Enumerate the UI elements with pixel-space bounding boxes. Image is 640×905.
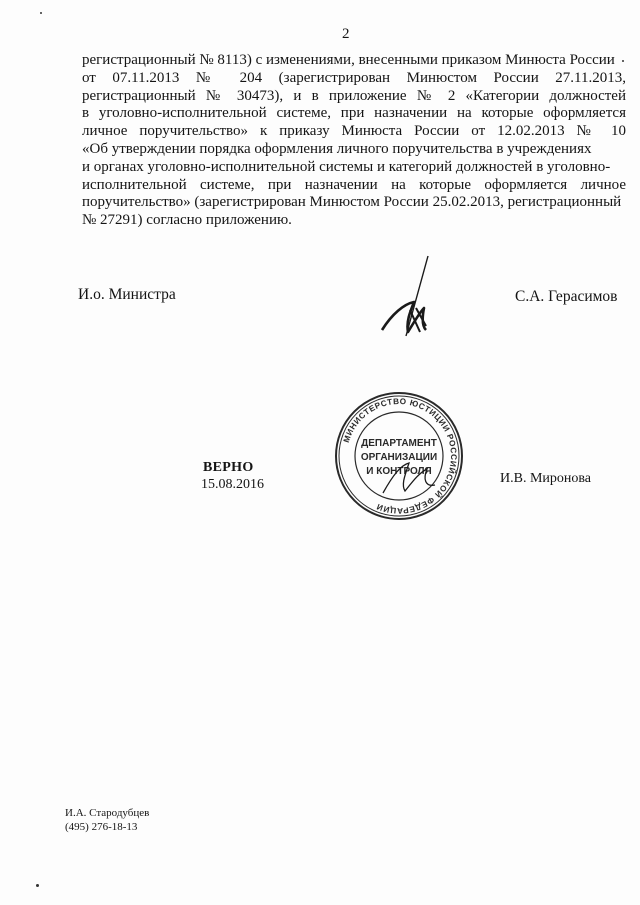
stamp-ring-text: МИНИСТЕРСТВО ЮСТИЦИИ РОССИЙСКОЙ ФЕДЕРАЦИИ — [341, 396, 459, 516]
body-line: и органах уголовно-исполнительной системы и категорий должностей в уголовно- — [82, 158, 611, 175]
body-line: от 07.11.2013 № 204 (зарегистрирован Минюстом России 27.11.2013, — [82, 69, 626, 86]
scan-speck — [40, 12, 42, 14]
body-line: исполнительной системе, при назначении на которые оформляется личное — [82, 176, 626, 193]
body-line: в уголовно-исполнительной системе, при назначении на которые оформляется — [82, 105, 626, 122]
stamp-line: И КОНТРОЛЯ — [366, 466, 432, 477]
certification-date: 15.08.2016 — [201, 477, 264, 492]
body-line: № 27291) согласно приложению. — [82, 212, 292, 229]
scan-speck — [622, 60, 624, 62]
body-line: личное поручительство» к приказу Минюста России от 12.02.2013 № 10 — [82, 123, 626, 140]
stamp-line: ДЕПАРТАМЕНТ — [361, 438, 437, 449]
executor-name: И.А. Стародубцев — [65, 807, 150, 819]
certification-signature — [375, 455, 445, 500]
body-line: регистрационный № 30473), и в приложение № 2 «Категории должностей — [82, 87, 626, 104]
stamp-line: ОРГАНИЗАЦИИ — [360, 452, 438, 463]
page-number: 2 — [342, 26, 350, 42]
body-paragraph — [82, 52, 626, 230]
body-line: поручительство» (зарегистрирован Минюстом России 25.02.2013, регистрационный — [82, 194, 622, 211]
certification-name: И.В. Миронова — [500, 471, 592, 486]
signatory-name: С.А. Герасимов — [515, 288, 618, 305]
scan-speck — [36, 884, 39, 887]
executor-phone: (495) 276-18-13 — [65, 821, 138, 833]
body-line: «Об утверждении порядка оформления личного поручительства в учреждениях — [82, 140, 592, 157]
body-line: регистрационный № 8113) с изменениями, внесенными приказом Минюста России — [82, 52, 615, 68]
signatory-title: И.о. Министра — [78, 286, 176, 303]
certification-label: ВЕРНО — [203, 460, 254, 475]
handwritten-signature — [370, 252, 450, 342]
